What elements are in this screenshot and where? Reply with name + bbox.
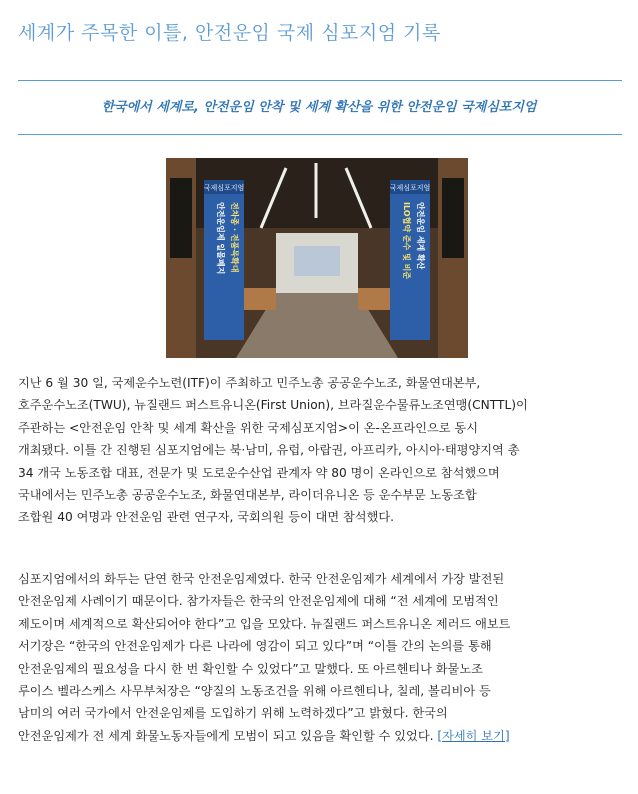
paragraph-2-line: 제도이며 세계적으로 확산되어야 한다”고 입을 모았다. 뉴질랜드 퍼스트유니온 제러드 애보트	[18, 616, 511, 631]
banner-right-col1: 안전운임 세계 확산	[416, 202, 425, 270]
paragraph-1-line: 34 개국 노동조합 대표, 전문가 및 도로운수산업 관계자 약 80 명이 온라인으로 참석했으며	[18, 465, 500, 480]
paragraph-1-line: 지난 6 월 30 일, 국제운수노련(ITF)이 주최하고 민주노총 공공운수노조, 화물연대본부,	[18, 376, 481, 390]
page-title: 세계가 주목한 이틀, 안전운임 국제 심포지엄 기록	[18, 22, 441, 44]
paragraph-1-line: 호주운수노조(TWU), 뉴질랜드 퍼스트유니온(First Union), 브라질운수물류노조연맹(CNTTL)이	[18, 398, 528, 413]
paragraph-1-line: 조합원 40 여명과 안전운임 관련 연구자, 국회의원 등이 대면 참석했다.	[18, 510, 394, 525]
paragraph-2	[18, 568, 622, 747]
paragraph-1	[18, 372, 622, 529]
subtitle: 한국에서 세계로, 안전운임 안착 및 세계 확산을 위한 안전운임 국제심포지엄	[101, 100, 537, 115]
banner-right-header: 국제심포지엄	[389, 184, 431, 192]
paragraph-2-line: 심포지엄에서의 화두는 단연 한국 안전운임제였다. 한국 안전운임제가 세계에서 가장 발전된	[18, 572, 505, 586]
paragraph-2-line: 안전운임제가 전 세계 화물노동자들에게 모범이 되고 있음을 확인할 수 있었다.	[18, 728, 434, 743]
symposium-photo	[166, 158, 468, 358]
paragraph-1-line: 국내에서는 민주노총 공공운수노조, 화물연대본부, 라이더유니온 등 운수부문 노동조합	[18, 488, 477, 503]
banner-left-col2: 안전운임제 일몰폐지	[216, 202, 225, 275]
paragraph-2-line: 루이스 벨라스케스 사무부처장은 “양질의 노동조건을 위해 아르헨티나, 칠레, 볼리비아 등	[18, 684, 491, 699]
paragraph-2-line: 서기장은 “한국의 안전운임제가 다른 나라에 영감이 되고 있다”며 “이틀 간의 논의를 통해	[18, 639, 492, 654]
banner-left-header: 국제심포지엄	[203, 184, 245, 192]
paragraph-2-line: 안전운임제의 필요성을 다시 한 번 확인할 수 있었다”고 말했다. 또 아르헨티나 화물노조	[18, 661, 483, 676]
paragraph-2-line: 남미의 여러 국가에서 안전운임제를 도입하기 위해 노력하겠다”고 밝혔다. 한국의	[18, 706, 448, 721]
paragraph-2-line: 안전운임제 사례이기 때문이다. 참가자들은 한국의 안전운임제에 대해 “전 세계에 모범적인	[18, 594, 499, 609]
title-divider	[18, 80, 622, 81]
banner-right-col2: ILO협약 준수 및 비준	[402, 202, 411, 280]
paragraph-2-last-line	[18, 725, 622, 747]
read-more-link[interactable]: [자세히 보기]	[437, 728, 510, 743]
paragraph-1-line: 개최됐다. 이틀 간 진행된 심포지엄에는 북·남미, 유럽, 아랍권, 아프리카, 아시아·태평양지역 총	[18, 443, 520, 458]
subtitle-divider	[18, 134, 622, 135]
banner-left-col1: 전차종 · 전품목확대	[230, 202, 239, 273]
paragraph-1-line: 주관하는 <안전운임 안착 및 세계 확산을 위한 국제심포지엄>이 온-온프라인으로 동시	[18, 420, 478, 435]
